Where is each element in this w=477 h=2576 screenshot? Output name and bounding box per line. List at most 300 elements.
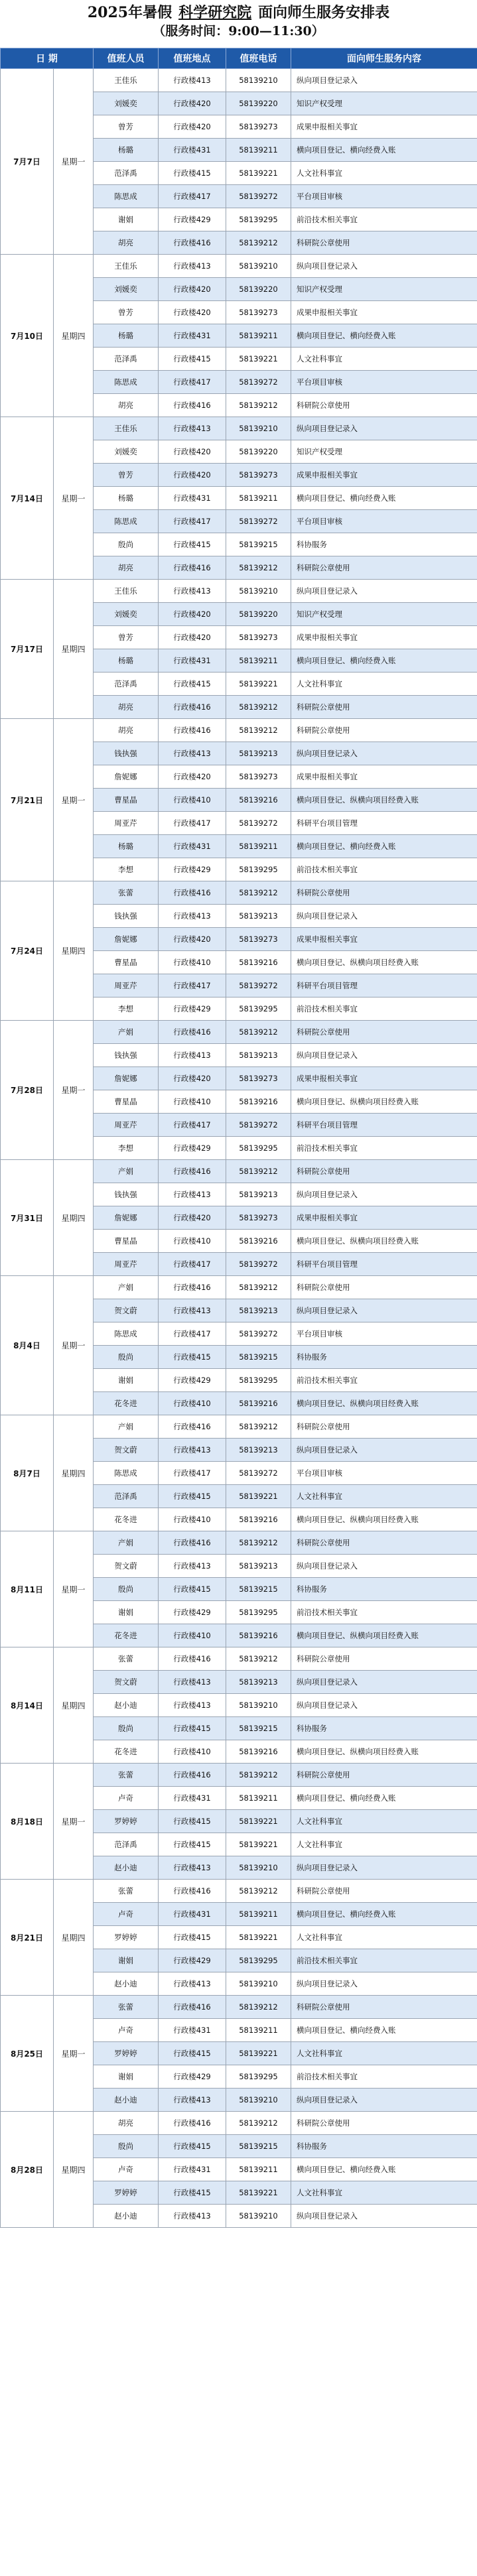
staff-name-cell: 赵小迪 [94,1856,159,1880]
location-cell: 行政楼417 [159,510,226,533]
staff-name-cell: 刘媛奕 [94,278,159,301]
service-cell: 科协服务 [291,2135,477,2158]
service-cell: 科研院公章使用 [291,2112,477,2135]
service-cell: 横向项目登记、横向经费入账 [291,1787,477,1810]
service-cell: 科研院公章使用 [291,696,477,719]
phone-cell: 58139273 [226,928,291,951]
staff-name-cell: 李想 [94,998,159,1021]
service-cell: 纵向项目登记录入 [291,580,477,603]
staff-name-cell: 王佳乐 [94,580,159,603]
phone-cell: 58139273 [226,464,291,487]
service-cell: 科研平台项目管理 [291,812,477,835]
location-cell: 行政楼413 [159,1044,226,1067]
phone-cell: 58139273 [226,765,291,789]
title-prefix: 2025年暑假 [87,4,172,21]
location-cell: 行政楼413 [159,1299,226,1322]
location-cell: 行政楼420 [159,301,226,324]
location-cell: 行政楼416 [159,696,226,719]
phone-cell: 58139221 [226,348,291,371]
phone-cell: 58139216 [226,1624,291,1647]
table-row [1,1160,477,1183]
location-cell: 行政楼431 [159,835,226,858]
staff-name-cell: 杨璐 [94,139,159,162]
phone-cell: 58139220 [226,440,291,464]
location-cell: 行政楼417 [159,1462,226,1485]
location-cell: 行政楼413 [159,255,226,278]
phone-cell: 58139273 [226,1067,291,1090]
location-cell: 行政楼415 [159,1833,226,1856]
location-cell: 行政楼416 [159,1531,226,1555]
service-cell: 横向项目登记、纵横向项目经费入账 [291,1230,477,1253]
location-cell: 行政楼416 [159,1647,226,1671]
staff-name-cell: 胡亮 [94,394,159,417]
staff-name-cell: 谢娟 [94,208,159,231]
weekday-cell: 星期一 [54,1021,94,1160]
phone-cell: 58139210 [226,2205,291,2228]
staff-name-cell: 张蕾 [94,1764,159,1787]
service-cell: 人文社科事宜 [291,1926,477,1949]
staff-name-cell: 殷尚 [94,2135,159,2158]
staff-name-cell: 曾芳 [94,464,159,487]
phone-cell: 58139221 [226,2042,291,2065]
phone-cell: 58139213 [226,1183,291,1206]
col-header-date: 日 期 [1,48,94,69]
table-row [1,1647,477,1671]
weekday-cell: 星期一 [54,417,94,580]
phone-cell: 58139295 [226,2065,291,2089]
staff-name-cell: 张蕾 [94,881,159,905]
service-cell: 科协服务 [291,1346,477,1369]
location-cell: 行政楼410 [159,1392,226,1415]
location-cell: 行政楼415 [159,1810,226,1833]
location-cell: 行政楼429 [159,1601,226,1624]
service-cell: 科研院公章使用 [291,1647,477,1671]
staff-name-cell: 陈思成 [94,371,159,394]
location-cell: 行政楼413 [159,1183,226,1206]
table-row [1,1276,477,1299]
phone-cell: 58139273 [226,115,291,139]
staff-name-cell: 罗婷婷 [94,2042,159,2065]
weekday-cell: 星期一 [54,1276,94,1415]
service-cell: 知识产权受理 [291,92,477,115]
phone-cell: 58139220 [226,278,291,301]
service-cell: 平台项目审核 [291,1462,477,1485]
phone-cell: 58139273 [226,626,291,649]
service-cell: 横向项目登记、横向经费入账 [291,1903,477,1926]
service-cell: 前沿技术相关事宜 [291,858,477,881]
location-cell: 行政楼431 [159,324,226,348]
phone-cell: 58139211 [226,487,291,510]
phone-cell: 58139216 [226,951,291,974]
staff-name-cell: 钱执强 [94,742,159,765]
staff-name-cell: 罗婷婷 [94,2181,159,2205]
phone-cell: 58139295 [226,998,291,1021]
service-cell: 成果申报相关事宜 [291,115,477,139]
weekday-cell: 星期四 [54,2112,94,2228]
service-cell: 人文社科事宜 [291,1485,477,1508]
staff-name-cell: 赵小迪 [94,2205,159,2228]
staff-name-cell: 钱执强 [94,1183,159,1206]
staff-name-cell: 钱执强 [94,1044,159,1067]
staff-name-cell: 詹妮娜 [94,1206,159,1230]
location-cell: 行政楼420 [159,603,226,626]
phone-cell: 58139295 [226,858,291,881]
service-cell: 科研平台项目管理 [291,1114,477,1137]
staff-name-cell: 刘媛奕 [94,603,159,626]
service-cell: 横向项目登记、纵横向项目经费入账 [291,1090,477,1114]
phone-cell: 58139272 [226,185,291,208]
service-cell: 成果申报相关事宜 [291,1206,477,1230]
staff-name-cell: 曹星晶 [94,1090,159,1114]
service-cell: 纵向项目登记录入 [291,1856,477,1880]
location-cell: 行政楼431 [159,1903,226,1926]
location-cell: 行政楼415 [159,162,226,185]
location-cell: 行政楼416 [159,1276,226,1299]
staff-name-cell: 周亚芹 [94,1114,159,1137]
phone-cell: 58139273 [226,1206,291,1230]
staff-name-cell: 赵小迪 [94,1972,159,1996]
location-cell: 行政楼420 [159,626,226,649]
location-cell: 行政楼429 [159,1949,226,1972]
staff-name-cell: 陈思成 [94,185,159,208]
location-cell: 行政楼416 [159,2112,226,2135]
phone-cell: 58139210 [226,2089,291,2112]
schedule-table [0,48,477,2228]
staff-name-cell: 周亚芹 [94,1253,159,1276]
phone-cell: 58139210 [226,1972,291,1996]
phone-cell: 58139215 [226,1346,291,1369]
service-cell: 人文社科事宜 [291,1810,477,1833]
service-cell: 平台项目审核 [291,510,477,533]
service-cell: 纵向项目登记录入 [291,1439,477,1462]
phone-cell: 58139211 [226,2158,291,2181]
location-cell: 行政楼417 [159,371,226,394]
staff-name-cell: 贺文蔚 [94,1299,159,1322]
phone-cell: 58139295 [226,1601,291,1624]
location-cell: 行政楼415 [159,673,226,696]
location-cell: 行政楼413 [159,69,226,92]
staff-name-cell: 胡亮 [94,556,159,580]
location-cell: 行政楼413 [159,2089,226,2112]
staff-name-cell: 谢娟 [94,1949,159,1972]
table-row [1,580,477,603]
service-cell: 前沿技术相关事宜 [291,1601,477,1624]
service-cell: 科研院公章使用 [291,231,477,255]
date-cell: 7月31日 [1,1160,54,1276]
location-cell: 行政楼420 [159,278,226,301]
page-title [0,0,477,23]
location-cell: 行政楼416 [159,881,226,905]
staff-name-cell: 詹妮娜 [94,765,159,789]
staff-name-cell: 产娟 [94,1531,159,1555]
staff-name-cell: 张蕾 [94,1996,159,2019]
date-cell: 8月21日 [1,1880,54,1996]
phone-cell: 58139210 [226,255,291,278]
service-cell: 纵向项目登记录入 [291,1044,477,1067]
location-cell: 行政楼410 [159,1624,226,1647]
location-cell: 行政楼410 [159,789,226,812]
phone-cell: 58139272 [226,1253,291,1276]
phone-cell: 58139212 [226,719,291,742]
service-cell: 科研院公章使用 [291,1531,477,1555]
staff-name-cell: 产娟 [94,1415,159,1439]
phone-cell: 58139211 [226,835,291,858]
service-cell: 纵向项目登记录入 [291,905,477,928]
location-cell: 行政楼429 [159,208,226,231]
location-cell: 行政楼417 [159,185,226,208]
service-cell: 科研院公章使用 [291,1415,477,1439]
service-cell: 人文社科事宜 [291,2181,477,2205]
phone-cell: 58139216 [226,1392,291,1415]
service-cell: 科研院公章使用 [291,1160,477,1183]
service-cell: 纵向项目登记录入 [291,1671,477,1694]
phone-cell: 58139215 [226,1717,291,1740]
weekday-cell: 星期四 [54,1647,94,1764]
location-cell: 行政楼420 [159,115,226,139]
staff-name-cell: 刘媛奕 [94,92,159,115]
schedule-body [1,69,477,2228]
col-header-staff: 值班人员 [94,48,159,69]
col-header-phone: 值班电话 [226,48,291,69]
service-cell: 前沿技术相关事宜 [291,1369,477,1392]
service-cell: 平台项目审核 [291,1322,477,1346]
service-cell: 成果申报相关事宜 [291,301,477,324]
date-cell: 7月28日 [1,1021,54,1160]
phone-cell: 58139213 [226,1439,291,1462]
location-cell: 行政楼415 [159,1926,226,1949]
staff-name-cell: 范泽禹 [94,1833,159,1856]
table-row [1,1021,477,1044]
phone-cell: 58139212 [226,1415,291,1439]
staff-name-cell: 李想 [94,858,159,881]
phone-cell: 58139212 [226,1880,291,1903]
location-cell: 行政楼431 [159,139,226,162]
weekday-cell: 星期一 [54,1531,94,1647]
staff-name-cell: 谢娟 [94,1601,159,1624]
phone-cell: 58139221 [226,1810,291,1833]
staff-name-cell: 谢娟 [94,2065,159,2089]
phone-cell: 58139221 [226,162,291,185]
staff-name-cell: 殷尚 [94,1578,159,1601]
service-cell: 纵向项目登记录入 [291,69,477,92]
service-cell: 纵向项目登记录入 [291,742,477,765]
staff-name-cell: 范泽禹 [94,162,159,185]
service-cell: 科协服务 [291,1578,477,1601]
staff-name-cell: 花冬进 [94,1624,159,1647]
location-cell: 行政楼415 [159,2135,226,2158]
location-cell: 行政楼431 [159,2158,226,2181]
phone-cell: 58139221 [226,1833,291,1856]
location-cell: 行政楼416 [159,1764,226,1787]
phone-cell: 58139221 [226,1485,291,1508]
table-row [1,1415,477,1439]
service-cell: 横向项目登记、纵横向项目经费入账 [291,951,477,974]
phone-cell: 58139216 [226,1090,291,1114]
service-hours: （服务时间：9:00—11:30） [153,24,324,38]
location-cell: 行政楼413 [159,742,226,765]
staff-name-cell: 曾芳 [94,301,159,324]
title-suffix: 面向师生服务安排表 [258,4,390,21]
date-cell: 7月24日 [1,881,54,1021]
service-cell: 平台项目审核 [291,185,477,208]
staff-name-cell: 花冬进 [94,1508,159,1531]
staff-name-cell: 殷尚 [94,1346,159,1369]
location-cell: 行政楼413 [159,417,226,440]
title-department: 科学研究院 [178,4,252,21]
phone-cell: 58139295 [226,1369,291,1392]
staff-name-cell: 贺文蔚 [94,1671,159,1694]
location-cell: 行政楼415 [159,1717,226,1740]
staff-name-cell: 詹妮娜 [94,1067,159,1090]
location-cell: 行政楼429 [159,2065,226,2089]
phone-cell: 58139216 [226,1230,291,1253]
phone-cell: 58139221 [226,673,291,696]
service-cell: 横向项目登记、横向经费入账 [291,487,477,510]
location-cell: 行政楼416 [159,1880,226,1903]
table-row [1,1996,477,2019]
date-cell: 8月7日 [1,1415,54,1531]
service-cell: 成果申报相关事宜 [291,626,477,649]
phone-cell: 58139221 [226,1926,291,1949]
service-cell: 纵向项目登记录入 [291,1555,477,1578]
service-cell: 成果申报相关事宜 [291,928,477,951]
phone-cell: 58139212 [226,2112,291,2135]
location-cell: 行政楼431 [159,1787,226,1810]
staff-name-cell: 杨璐 [94,487,159,510]
phone-cell: 58139215 [226,2135,291,2158]
phone-cell: 58139212 [226,1276,291,1299]
location-cell: 行政楼429 [159,858,226,881]
phone-cell: 58139216 [226,789,291,812]
date-cell: 8月14日 [1,1647,54,1764]
table-row [1,2112,477,2135]
location-cell: 行政楼410 [159,1740,226,1764]
location-cell: 行政楼416 [159,1160,226,1183]
service-cell: 人文社科事宜 [291,2042,477,2065]
phone-cell: 58139213 [226,1044,291,1067]
location-cell: 行政楼413 [159,1856,226,1880]
date-cell: 7月7日 [1,69,54,255]
service-cell: 横向项目登记、纵横向项目经费入账 [291,1392,477,1415]
weekday-cell: 星期四 [54,1160,94,1276]
phone-cell: 58139272 [226,1322,291,1346]
staff-name-cell: 胡亮 [94,719,159,742]
service-cell: 横向项目登记、纵横向项目经费入账 [291,1508,477,1531]
staff-name-cell: 谢娟 [94,1369,159,1392]
weekday-cell: 星期四 [54,255,94,417]
weekday-cell: 星期四 [54,1415,94,1531]
phone-cell: 58139212 [226,1160,291,1183]
staff-name-cell: 卢奇 [94,2158,159,2181]
phone-cell: 58139295 [226,1137,291,1160]
location-cell: 行政楼431 [159,649,226,673]
staff-name-cell: 陈思成 [94,1462,159,1485]
phone-cell: 58139210 [226,1856,291,1880]
service-cell: 成果申报相关事宜 [291,765,477,789]
staff-name-cell: 花冬进 [94,1392,159,1415]
weekday-cell: 星期一 [54,69,94,255]
staff-name-cell: 王佳乐 [94,417,159,440]
staff-name-cell: 贺文蔚 [94,1439,159,1462]
staff-name-cell: 张蕾 [94,1880,159,1903]
phone-cell: 58139210 [226,580,291,603]
staff-name-cell: 张蕾 [94,1647,159,1671]
location-cell: 行政楼415 [159,1578,226,1601]
service-cell: 横向项目登记、横向经费入账 [291,649,477,673]
service-cell: 横向项目登记、横向经费入账 [291,2158,477,2181]
service-cell: 平台项目审核 [291,371,477,394]
staff-name-cell: 曾芳 [94,626,159,649]
staff-name-cell: 胡亮 [94,2112,159,2135]
location-cell: 行政楼413 [159,1972,226,1996]
staff-name-cell: 王佳乐 [94,69,159,92]
table-row [1,255,477,278]
service-cell: 前沿技术相关事宜 [291,2065,477,2089]
staff-name-cell: 花冬进 [94,1740,159,1764]
location-cell: 行政楼417 [159,812,226,835]
phone-cell: 58139215 [226,1578,291,1601]
location-cell: 行政楼415 [159,348,226,371]
table-row [1,881,477,905]
phone-cell: 58139212 [226,394,291,417]
service-cell: 横向项目登记、纵横向项目经费入账 [291,1624,477,1647]
service-cell: 科研院公章使用 [291,556,477,580]
table-header-row [1,48,477,69]
service-cell: 科研院公章使用 [291,1276,477,1299]
phone-cell: 58139273 [226,301,291,324]
date-cell: 7月21日 [1,719,54,881]
service-cell: 科研院公章使用 [291,1996,477,2019]
service-cell: 科研平台项目管理 [291,1253,477,1276]
date-cell: 8月11日 [1,1531,54,1647]
weekday-cell: 星期一 [54,719,94,881]
service-cell: 纵向项目登记录入 [291,1972,477,1996]
service-cell: 成果申报相关事宜 [291,1067,477,1090]
col-header-location: 值班地点 [159,48,226,69]
table-row [1,69,477,92]
staff-name-cell: 罗婷婷 [94,1810,159,1833]
location-cell: 行政楼413 [159,2205,226,2228]
staff-name-cell: 卢奇 [94,1903,159,1926]
phone-cell: 58139211 [226,2019,291,2042]
location-cell: 行政楼415 [159,1346,226,1369]
staff-name-cell: 詹妮娜 [94,928,159,951]
staff-name-cell: 钱执强 [94,905,159,928]
staff-name-cell: 曹星晶 [94,951,159,974]
service-cell: 人文社科事宜 [291,673,477,696]
table-row [1,1764,477,1787]
staff-name-cell: 李想 [94,1137,159,1160]
service-cell: 前沿技术相关事宜 [291,1949,477,1972]
service-cell: 前沿技术相关事宜 [291,1137,477,1160]
service-cell: 人文社科事宜 [291,162,477,185]
phone-cell: 58139272 [226,371,291,394]
location-cell: 行政楼416 [159,556,226,580]
staff-name-cell: 殷尚 [94,533,159,556]
phone-cell: 58139212 [226,231,291,255]
phone-cell: 58139272 [226,1114,291,1137]
phone-cell: 58139216 [226,1740,291,1764]
service-cell: 科研院公章使用 [291,1021,477,1044]
staff-name-cell: 杨璐 [94,324,159,348]
service-cell: 纵向项目登记录入 [291,2089,477,2112]
phone-cell: 58139210 [226,417,291,440]
location-cell: 行政楼420 [159,1067,226,1090]
service-cell: 前沿技术相关事宜 [291,208,477,231]
phone-cell: 58139295 [226,1949,291,1972]
location-cell: 行政楼415 [159,2181,226,2205]
location-cell: 行政楼420 [159,92,226,115]
